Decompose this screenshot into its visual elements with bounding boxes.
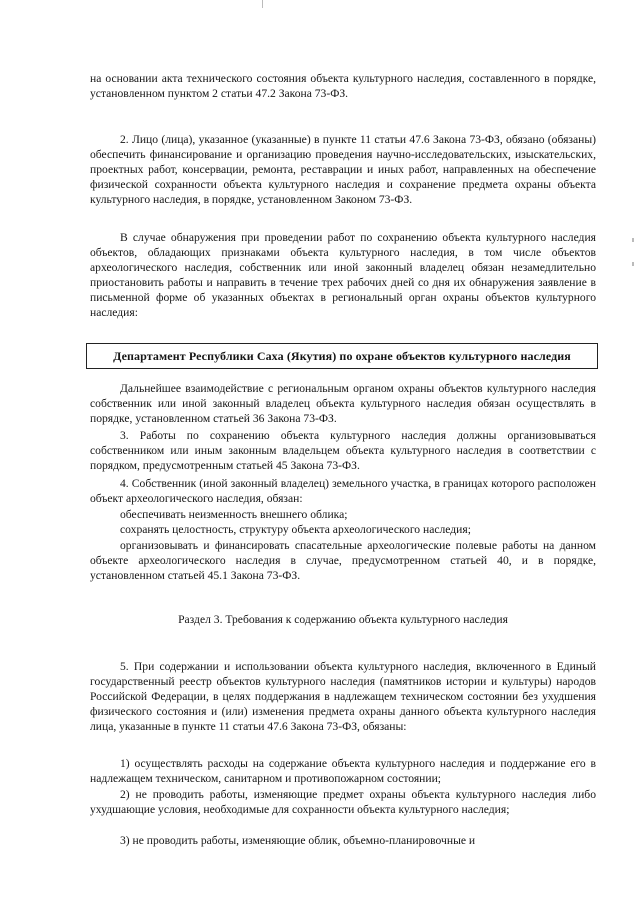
section-3-title: Раздел 3. Требования к содержанию объекта культурного наследия <box>178 613 508 626</box>
scan-artifact <box>632 238 634 242</box>
list-item-3: 3) не проводить работы, изменяющие облик, объемно-планировочные и <box>120 834 476 847</box>
paragraph-4: 4. Собственник (иной законный владелец) земельного участка, в границах которого расположен объект археологического наследия, обязан: <box>90 477 596 505</box>
intro-paragraph: на основании акта технического состояния объекта культурного наследия, составленного в порядке, установленном пунктом 2 статьи 47.2 Закона 73-ФЗ. <box>90 72 596 100</box>
paragraph-4-item-b: сохранять целостность, структуру объекта археологического наследия; <box>120 523 471 536</box>
paragraph-4-item-c: организовывать и финансировать спасательные археологические полевые работы на данном объекте археологического наследия в случае, предусмотренном статьей 40, и в порядке, установленном статьей 45.1 Закона 73-ФЗ. <box>90 539 596 582</box>
scan-artifact <box>632 262 634 266</box>
scan-artifact <box>262 0 263 8</box>
department-box: Департамент Республики Саха (Якутия) по охране объектов культурного наследия <box>86 343 598 369</box>
list-item-2: 2) не проводить работы, изменяющие предмет охраны объекта культурного наследия либо ухудшающие условия, необходимые для сохранности объекта культурного наследия; <box>90 788 596 816</box>
paragraph-5: 5. При содержании и использовании объекта культурного наследия, включенного в Единый государственный реестр объектов культурного наследия (памятников истории и культуры) народов Российской Федерации, в целях поддержания в надлежащем техническом состоянии без ухудшения физического состояния и (или) изменения предмета охраны данного объекта культурного наследия лица, указанные в пункте 11 статьи 47.6 Закона 73-ФЗ, обязаны: <box>90 660 596 733</box>
paragraph-further-interaction: Дальнейшее взаимодействие с региональным органом охраны объектов культурного наследия собственник или иной законный владелец объекта культурного наследия обязан осуществлять в порядке, установленном статьей 36 Закона 73-ФЗ. <box>90 382 596 425</box>
paragraph-2: 2. Лицо (лица), указанное (указанные) в пункте 11 статьи 47.6 Закона 73-ФЗ, обязано (обязаны) обеспечить финансирование и организацию проведения научно-исследовательских, изыскательских, проектных работ, консервации, ремонта, реставрации и иных работ, направленных на обеспечение физической сохранности объекта культурного наследия и сохранение предмета охраны объекта культурного наследия, в порядке, установленном Законом 73-ФЗ. <box>90 133 596 206</box>
paragraph-4-item-a: обеспечивать неизменность внешнего облика; <box>120 508 348 521</box>
list-item-1: 1) осуществлять расходы на содержание объекта культурного наследия и поддержание его в надлежащем техническом, санитарном и противопожарном состоянии; <box>90 757 596 785</box>
paragraph-3: 3. Работы по сохранению объекта культурного наследия должны организовываться собственником или иным законным владельцем объекта культурного наследия в соответствии с порядком, предусмотренным статьей 45 Закона 73-ФЗ. <box>90 429 596 472</box>
paragraph-discovery: В случае обнаружения при проведении работ по сохранению объекта культурного наследия объектов, обладающих признаками объекта культурного наследия, в том числе объектов археологического наследия, собственник или иной законный владелец обязан незамедлительно приостановить работы и направить в течение трех рабочих дней со дня их обнаружения заявление в письменной форме об указанных объектах в региональный орган охраны объектов культурного наследия: <box>90 231 596 319</box>
